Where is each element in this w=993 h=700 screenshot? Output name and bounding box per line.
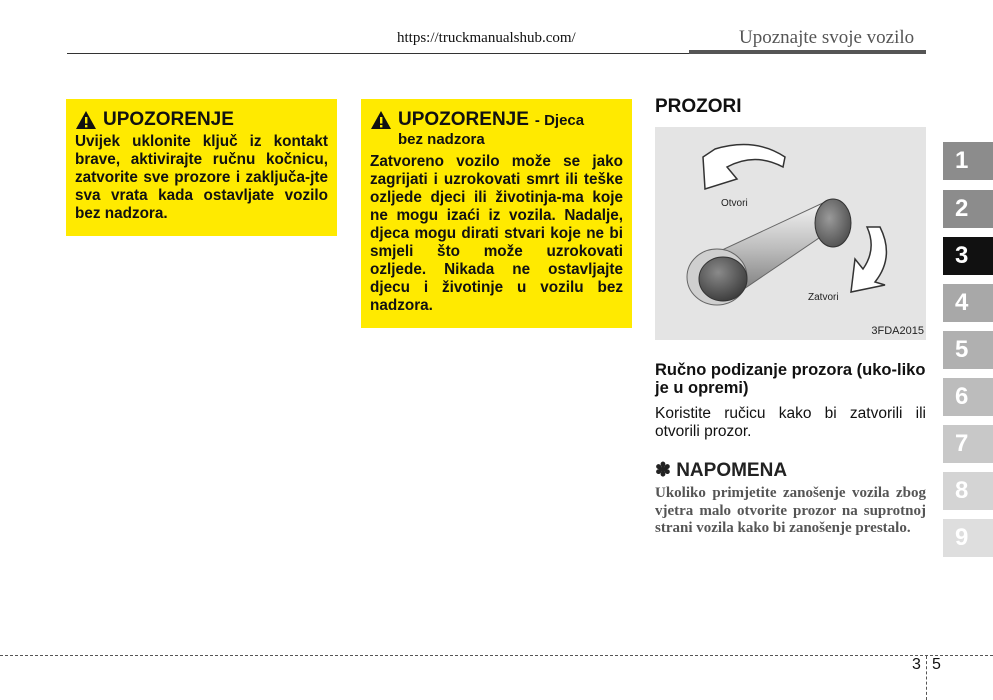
window-crank-illustration xyxy=(655,127,926,340)
header-url[interactable]: https://truckmanualshub.com/ xyxy=(397,30,576,46)
warning-title: UPOZORENJE xyxy=(103,109,234,130)
note-title: ✽ NAPOMENA xyxy=(655,460,788,481)
warning-subtitle-line2: bez nadzora xyxy=(398,131,485,148)
header-rule-accent xyxy=(689,50,926,54)
subheading: Ručno podizanje prozora (uko-liko je u opremi) xyxy=(655,361,926,397)
warning-triangle-icon xyxy=(75,110,97,130)
note-body: Ukoliko primjetite zanošenje vozila zbog vjetra malo otvorite prozor na suprotnoj strani vozila kako bi zanošenje prestalo. xyxy=(655,485,926,536)
page-number: 5 xyxy=(932,656,941,673)
header-rule xyxy=(67,53,689,54)
warning-box-1 xyxy=(66,99,337,236)
warning-title: UPOZORENJE xyxy=(398,109,529,130)
chapter-tab-1[interactable]: 1 xyxy=(943,142,993,180)
figure-label-open: Otvori xyxy=(721,198,748,209)
chapter-tab-4[interactable]: 4 xyxy=(943,284,993,322)
warning-body: Uvijek uklonite ključ iz kontakt brave, aktivirajte ručnu kočnicu, zatvorite sve prozore i zaključa-jte sva vrata kada ostavljate vozilo bez nadzora. xyxy=(75,133,328,222)
chapter-tab-8[interactable]: 8 xyxy=(943,472,993,510)
figure-code: 3FDA2015 xyxy=(871,325,924,337)
paragraph: Koristite ručicu kako bi zatvorili ili otvorili prozor. xyxy=(655,405,926,440)
chapter-tab-9[interactable]: 9 xyxy=(943,519,993,557)
chapter-tab-2[interactable]: 2 xyxy=(943,190,993,228)
chapter-tab-6[interactable]: 6 xyxy=(943,378,993,416)
footer-rule xyxy=(0,655,993,656)
window-crank-figure xyxy=(655,127,926,340)
footer-page-divider xyxy=(926,656,927,700)
chapter-number: 3 xyxy=(912,656,921,673)
warning-triangle-icon xyxy=(370,110,392,130)
chapter-tab-3[interactable]: 3 xyxy=(943,237,993,275)
warning-subtitle: - Djeca xyxy=(534,112,585,129)
warning-box-2 xyxy=(361,99,632,328)
figure-label-close: Zatvori xyxy=(808,292,839,303)
chapter-tab-5[interactable]: 5 xyxy=(943,331,993,369)
section-title: PROZORI xyxy=(655,96,742,117)
warning-body: Zatvoreno vozilo može se jako zagrijati i uzrokovati smrt ili teške ozljede djeci ili životinja-ma koje ne mogu izaći iz vozila. Nadalje, djeca mogu dirati stvari koje ne bi smjeli što može uzrokovati ozljede. Nikada ne ostavljajte djecu i životinje u vozilu bez nadzora. xyxy=(370,153,623,314)
header-title: Upoznajte svoje vozilo xyxy=(739,27,915,48)
chapter-tab-7[interactable]: 7 xyxy=(943,425,993,463)
